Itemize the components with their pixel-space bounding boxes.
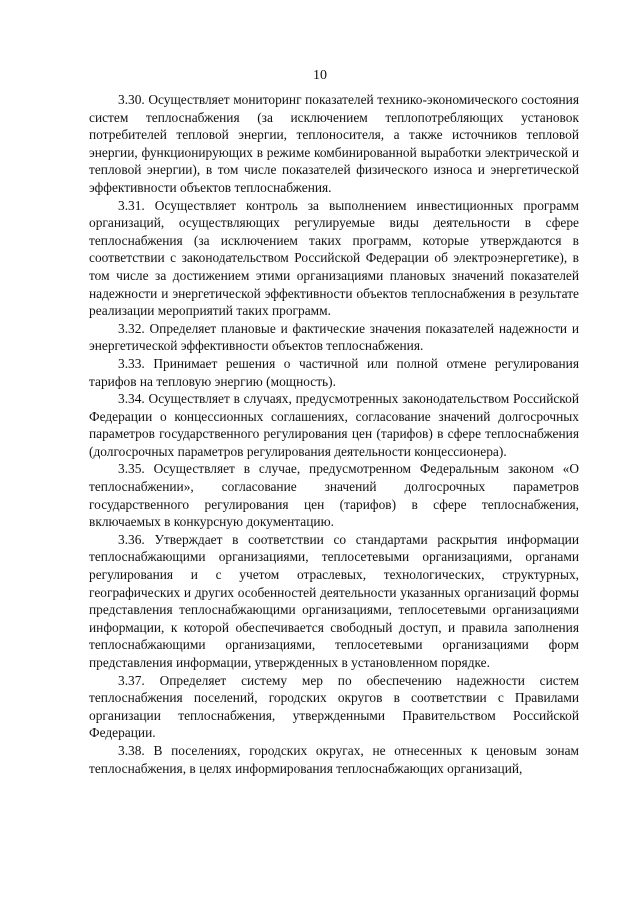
paragraph-3-30: 3.30. Осуществляет мониторинг показателей технико-экономического состояния систем теплоснабжения (за исключением теплопотребляющих установок потребителей тепловой энергии, теплоносителя, а также источников тепловой энергии, функционирующих в режиме комбинированной выработки электрической и тепловой энергии), в том числе показателей физического износа и энергетической эффективности объектов теплоснабжения. xyxy=(89,92,579,195)
paragraph-3-33: 3.33. Принимает решения о частичной или полной отмене регулирования тарифов на тепловую энергию (мощность). xyxy=(89,355,579,389)
paragraph-3-38: 3.38. В поселениях, городских округах, не отнесенных к ценовым зонам теплоснабжения, в целях информирования теплоснабжающих организаций, xyxy=(89,742,579,776)
document-body xyxy=(89,91,579,777)
paragraph-3-36: 3.36. Утверждает в соответствии со стандартами раскрытия информации теплоснабжающими организациями, теплосетевыми организациями, органами регулирования и с учетом отраслевых, технологических, структурных, географических и других особенностей деятельности указанных организаций формы представления теплоснабжающими организациями, теплосетевыми организациями информации, к которой обеспечивается свободный доступ, и правила заполнения теплоснабжающими организациями, теплосетевыми организациями форм представления информации, утвержденных в установленном порядке. xyxy=(89,531,579,670)
paragraph-3-31: 3.31. Осуществляет контроль за выполнением инвестиционных программ организаций, осуществляющих регулируемые виды деятельности в сфере теплоснабжения (за исключением таких программ, которые утверждаются в соответствии с законодательством Российской Федерации об электроэнергетике), в том числе за достижением этими организациями плановых значений показателей надежности и энергетической эффективности объектов теплоснабжения в результате реализации мероприятий таких программ. xyxy=(89,197,579,319)
paragraph-3-32: 3.32. Определяет плановые и фактические значения показателей надежности и энергетической эффективности объектов теплоснабжения. xyxy=(89,320,579,354)
paragraph-3-35: 3.35. Осуществляет в случае, предусмотренном Федеральным законом «О теплоснабжении», согласование значений долгосрочных параметров государственного регулирования цен (тарифов) в сфере теплоснабжения, включаемых в конкурсную документацию. xyxy=(89,461,579,530)
paragraph-3-37: 3.37. Определяет систему мер по обеспечению надежности систем теплоснабжения поселений, городских округов в соответствии с Правилами организации теплоснабжения, утвержденными Правительством Российской Федерации. xyxy=(89,672,579,741)
paragraph-3-34: 3.34. Осуществляет в случаях, предусмотренных законодательством Российской Федерации о концессионных соглашениях, согласование значений долгосрочных параметров государственного регулирования цен (тарифов) в сфере теплоснабжения (долгосрочных параметров регулирования деятельности концессионера). xyxy=(89,391,579,459)
page-number: 10 xyxy=(313,68,327,83)
